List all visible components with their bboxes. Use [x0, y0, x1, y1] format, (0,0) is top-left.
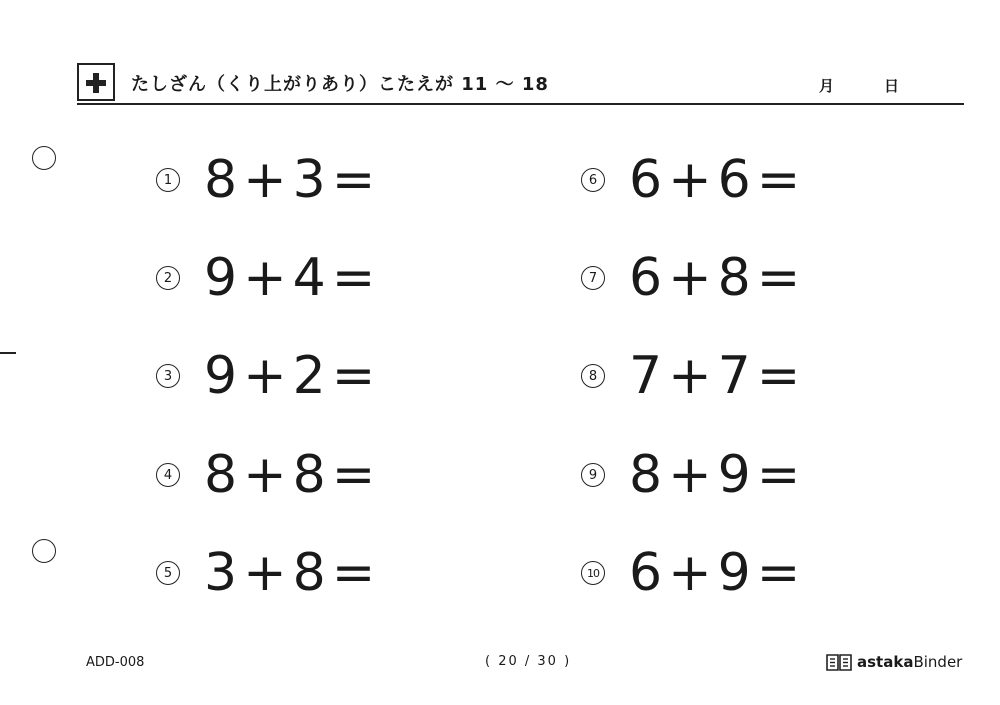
brand-name-bold: astaka: [857, 653, 914, 671]
problem-9: [581, 447, 806, 503]
problem-2: [156, 250, 381, 306]
worksheet-code: ADD-008: [86, 655, 145, 670]
problem-4: [156, 447, 381, 503]
problem-number: 2: [156, 266, 180, 290]
problem-expression: 9 + 2 =: [204, 346, 376, 406]
month-label: 月: [819, 77, 835, 95]
worksheet-title: たしざん（くり上がりあり）こたえが 11 〜 18: [131, 74, 549, 95]
page-indicator: ( 20 / 30 ): [485, 654, 572, 669]
problem-expression: 7 + 7 =: [629, 346, 801, 406]
problem-number: 4: [156, 463, 180, 487]
problem-number: 10: [581, 561, 605, 585]
problem-expression: 8 + 9 =: [629, 445, 801, 505]
problem-number: 6: [581, 168, 605, 192]
problem-expression: 8 + 3 =: [204, 150, 376, 210]
binder-hole-top: [32, 146, 56, 170]
problem-number: 9: [581, 463, 605, 487]
problem-6: [581, 152, 806, 208]
problem-7: [581, 250, 806, 306]
problem-10: [581, 545, 806, 601]
problem-number: 7: [581, 266, 605, 290]
problem-3: [156, 348, 381, 404]
day-label: 日: [884, 77, 900, 95]
problem-5: [156, 545, 381, 601]
worksheet-header: [77, 63, 964, 105]
open-book-icon: [825, 652, 853, 672]
problem-8: [581, 348, 806, 404]
problem-number: 3: [156, 364, 180, 388]
problem-expression: 6 + 9 =: [629, 543, 801, 603]
center-fold-mark: [0, 352, 16, 354]
plus-icon: [77, 63, 115, 101]
problem-number: 1: [156, 168, 180, 192]
problem-expression: 9 + 4 =: [204, 248, 376, 308]
binder-hole-bottom: [32, 539, 56, 563]
problem-expression: 8 + 8 =: [204, 445, 376, 505]
problem-expression: 6 + 6 =: [629, 150, 801, 210]
problem-expression: 3 + 8 =: [204, 543, 376, 603]
problem-expression: 6 + 8 =: [629, 248, 801, 308]
problem-number: 5: [156, 561, 180, 585]
brand-logo: [825, 650, 962, 674]
brand-name-light: Binder: [913, 653, 963, 671]
problem-number: 8: [581, 364, 605, 388]
problem-1: [156, 152, 381, 208]
